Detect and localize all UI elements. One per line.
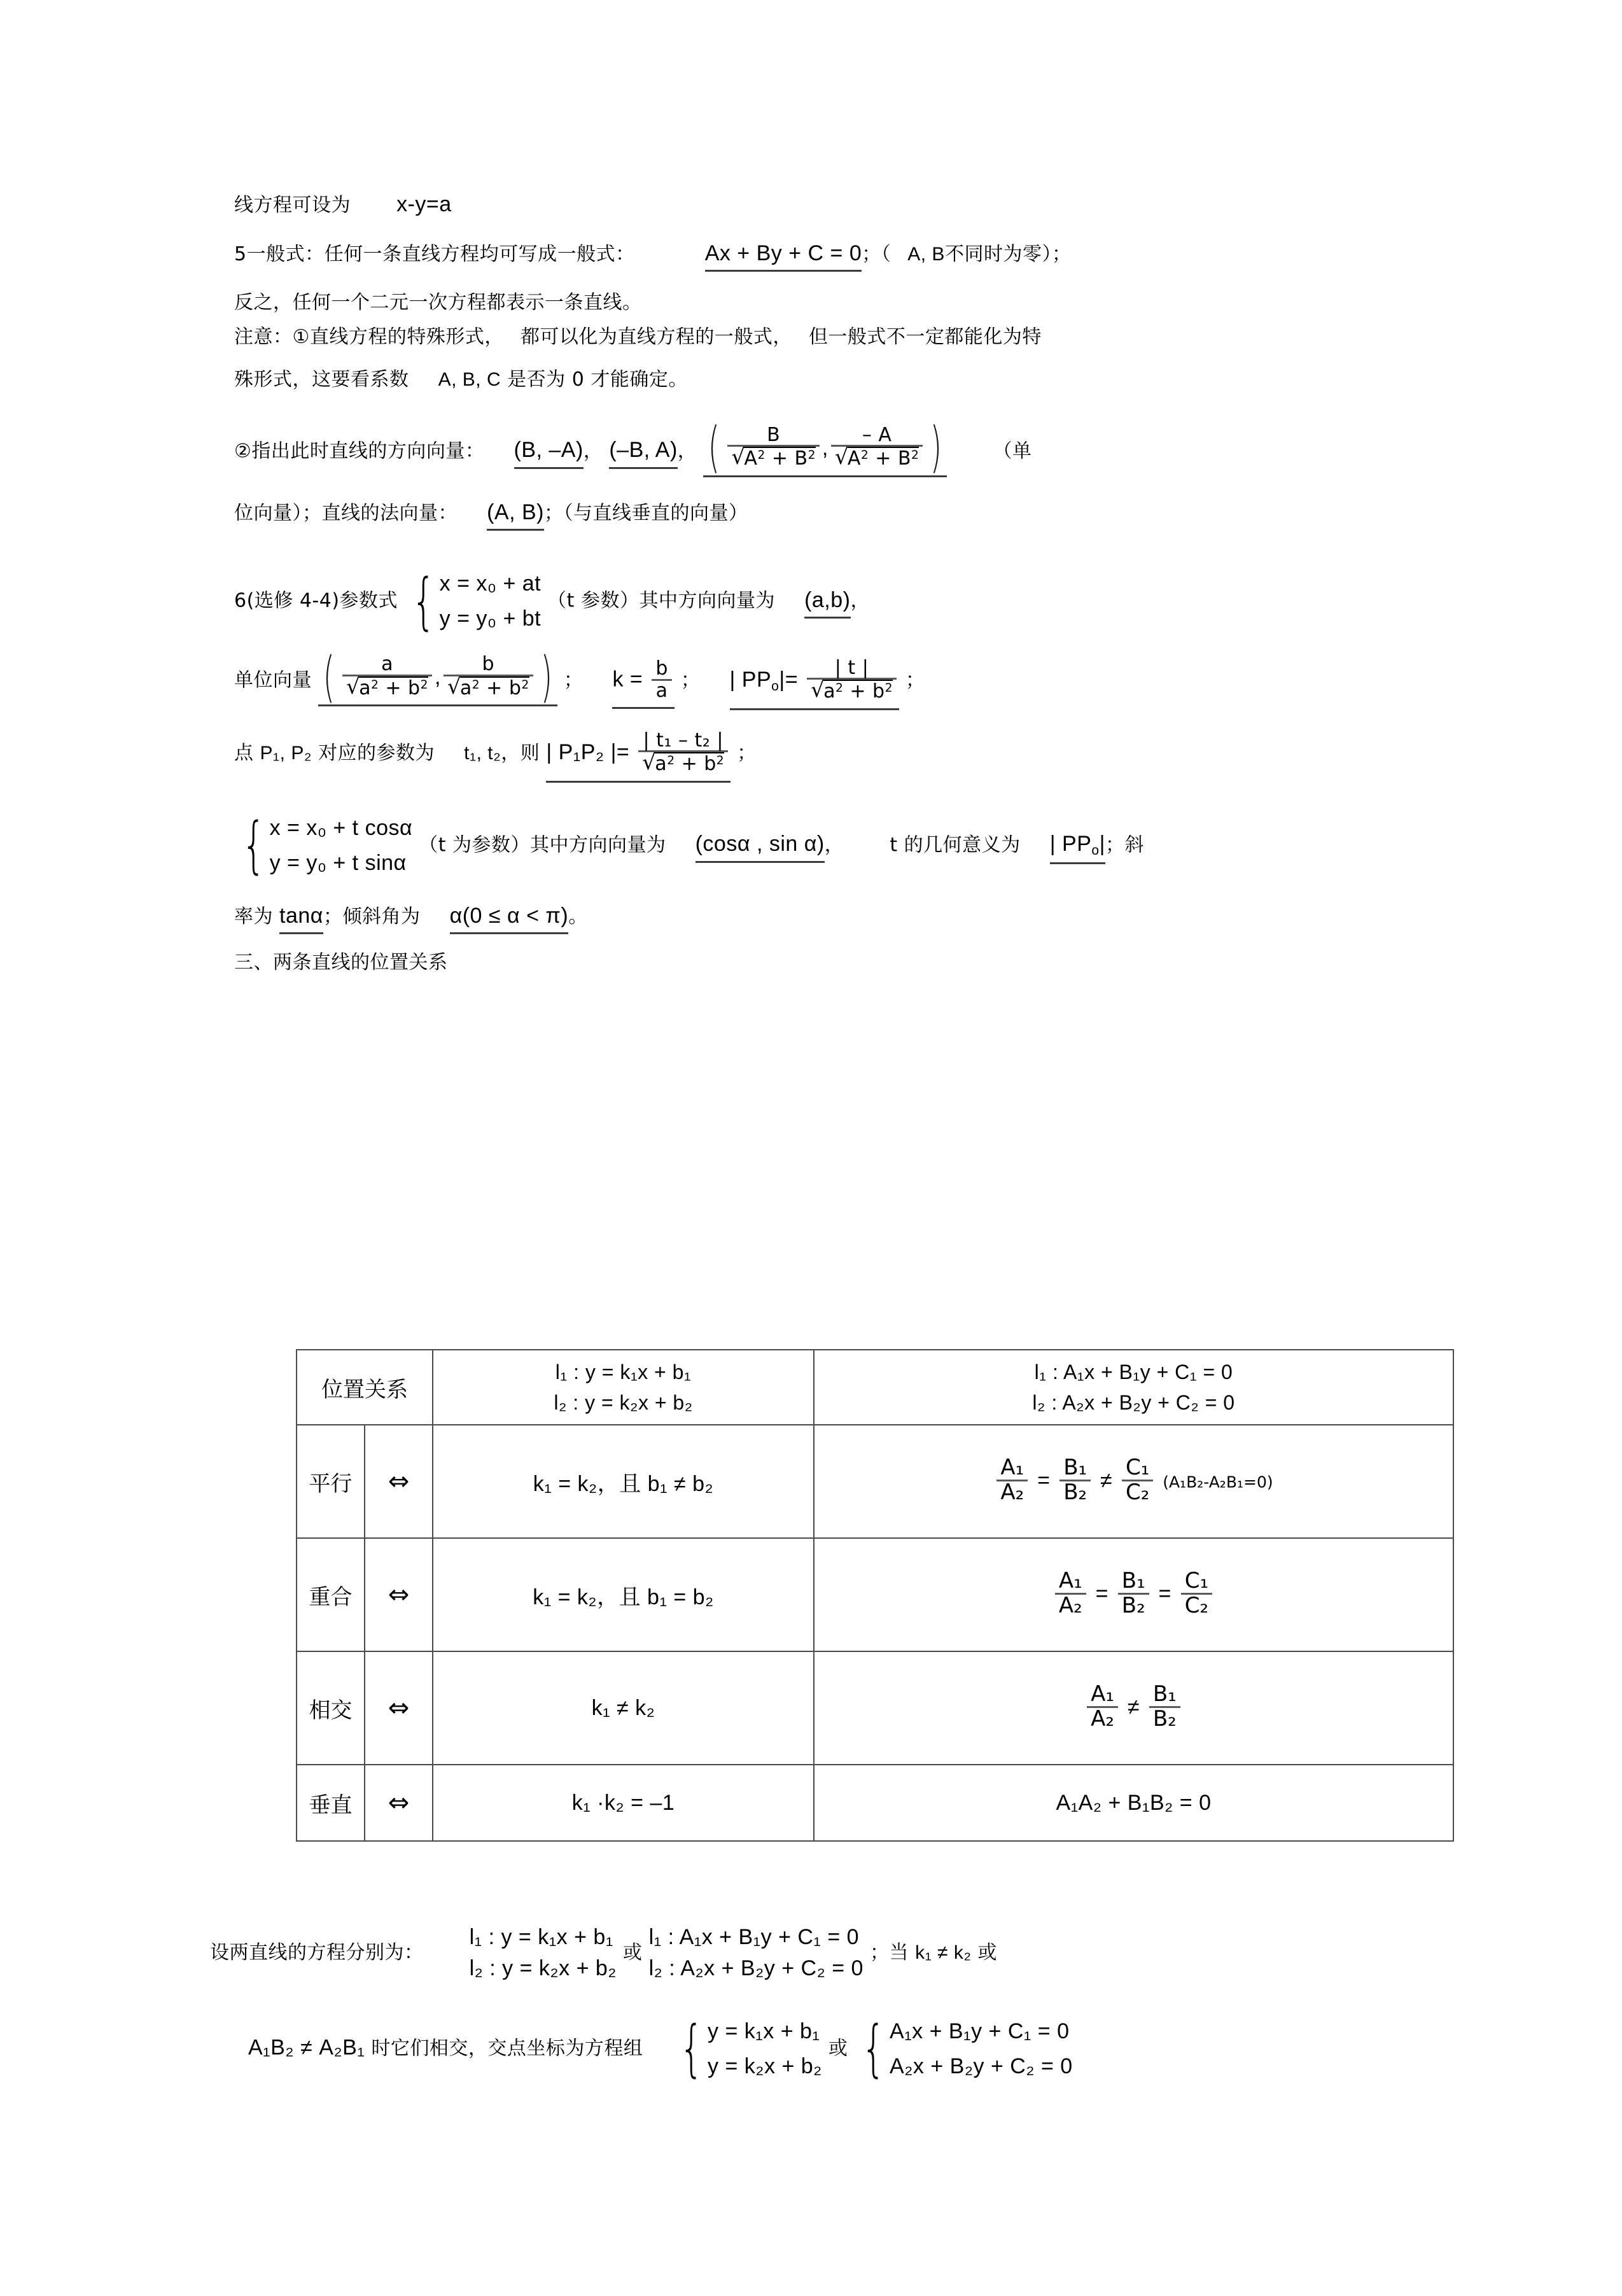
item2-unit-vector-group: [703, 416, 947, 480]
closing-final-system-1: [672, 2014, 821, 2084]
item6b-tan: tanα: [279, 902, 323, 935]
closing-fs1-l1: y = k₁x + b₁: [708, 2019, 820, 2043]
frac-b-den: B₂: [1149, 1706, 1180, 1731]
header-cell-slope-form: [433, 1350, 814, 1425]
item6-parametric: [234, 566, 1392, 636]
item2-normal-vector-line: [234, 499, 1392, 531]
closing-or-3: 或: [828, 2037, 848, 2060]
radical-icon: √ $a^2 + b^2$: [642, 752, 724, 774]
row-general-intersecting: [814, 1651, 1453, 1765]
item6b-tail: ；斜: [1105, 834, 1144, 857]
p1p2-denominator: [638, 750, 728, 774]
closing-cond-3: A₂B₁: [319, 2035, 365, 2060]
operator-2: ≠: [1100, 1468, 1113, 1493]
item6-slope-k: [612, 657, 674, 709]
brace-icon: {: [680, 2013, 704, 2085]
row-name-parallel: [297, 1425, 365, 1538]
item6-pp-numerator: | t |: [834, 656, 869, 679]
item5-converse: 反之，任何一个二元一次方程都表示一条直线。: [234, 291, 642, 314]
p1p2-params: t₁, t₂: [464, 742, 501, 764]
closing-fs2-rows: [890, 2014, 1073, 2084]
frac-a-num: A₁: [1091, 1681, 1115, 1707]
frac-a: [1055, 1567, 1086, 1618]
closing-fs2-l1: A₁x + B₁y + C₁ = 0: [890, 2019, 1070, 2043]
document-body: [234, 191, 1392, 981]
frac-b-num: B₁: [1152, 1681, 1177, 1707]
frac-b: [1118, 1567, 1149, 1618]
item2-comma-3: ,: [821, 435, 828, 460]
row-name-coincident: [297, 1538, 365, 1651]
item2-vector-1: (B, –A): [514, 437, 584, 469]
paren-right: ): [540, 645, 553, 710]
radical-icon: √ $A^2 + B^2$: [731, 447, 816, 469]
paren-right: ): [930, 416, 942, 480]
note-item1e: 是否为 0 才能确定。: [507, 368, 688, 391]
p1p2-text-b: 对应的参数为: [318, 741, 435, 764]
header-general-line2: l₂ : A₂x + B₂y + C₂ = 0: [1032, 1391, 1235, 1414]
closing-line-1: [210, 1922, 1419, 1985]
row-name-perpendicular: [297, 1765, 365, 1841]
frac-b-num: B₁: [1063, 1454, 1087, 1480]
relation-label: 垂直: [309, 1792, 353, 1818]
closing-fs2-l2: A₂x + B₂y + C₂ = 0: [890, 2054, 1073, 2078]
item6-pp-denominator: [807, 678, 897, 702]
item2-frac-2-denominator: [831, 445, 923, 469]
slope-condition: k₁ = k₂，且 b₁ = b₂: [533, 1585, 714, 1609]
row-slope-parallel: [433, 1425, 814, 1538]
item5-formula: Ax + By + C = 0: [705, 240, 862, 272]
item6b-system-rows: [270, 811, 413, 881]
closing-cond-2: A₁B₂: [248, 2035, 295, 2060]
header-cell-relation: [297, 1350, 433, 1425]
item6-unit-frac-2-numerator: b: [482, 653, 495, 676]
iff-arrow-icon: ⇔: [388, 1580, 410, 1609]
closing-system-2: [649, 1922, 863, 1985]
note-line-1: [234, 325, 1392, 349]
item6-system: [404, 566, 541, 636]
item6-unit-frac-2-denominator: [444, 675, 533, 699]
row-general-coincident: [814, 1538, 1453, 1651]
radical-icon: √ $a^2 + b^2$: [447, 676, 529, 699]
relation-label: 相交: [309, 1697, 353, 1723]
frac-b-den: B₂: [1118, 1593, 1149, 1618]
paren-left: (: [708, 416, 720, 480]
row-slope-coincident: [433, 1538, 814, 1651]
table-row: [297, 1765, 1453, 1841]
item6b-line2-a: 率为: [234, 905, 273, 928]
item2-vector-2: (–B, A): [609, 437, 677, 469]
item6-unit-frac-2: [444, 654, 533, 698]
item6b-t-meaning: t 的几何意义为: [890, 834, 1021, 857]
header-relation-label: 位置关系: [321, 1376, 408, 1403]
brace-icon: {: [241, 809, 266, 881]
frac-c-num: C₁: [1184, 1567, 1209, 1593]
position-relationship-table: [296, 1349, 1454, 1842]
row-arrow-coincident: [365, 1538, 433, 1651]
parallel-annotation: (A₁B₂-A₂B₁=0): [1163, 1473, 1273, 1492]
item6-k-denominator: a: [652, 679, 672, 701]
header-general-line1: l₁ : A₁x + B₁y + C₁ = 0: [1034, 1361, 1233, 1383]
row-arrow-perpendicular: [365, 1765, 433, 1841]
note-line-2: [234, 368, 1392, 392]
item5-general-form: [234, 240, 1392, 272]
note-item1b: 都可以化为直线方程的一般式，: [520, 325, 792, 348]
item5-label: 5: [234, 242, 247, 265]
row-slope-perpendicular: [433, 1765, 814, 1841]
item6-mid: （t 参数）其中方向向量为: [547, 589, 775, 612]
item6-system-rows: [440, 566, 541, 636]
operator-2: =: [1158, 1581, 1171, 1606]
line-equation-intro: [234, 191, 1392, 218]
frac-b: [1149, 1683, 1180, 1730]
item6-unit-vector-row: [234, 645, 1392, 710]
item6b-trig-parametric: [234, 811, 1392, 881]
p1p2-semicolon: ；: [737, 741, 757, 764]
row-arrow-parallel: [365, 1425, 433, 1538]
item2-line2-a: 位向量）；直线的法向量：: [234, 501, 458, 524]
item2-frac-2: [831, 425, 923, 469]
item2-lead: ②指出此时直线的方向向量：: [234, 440, 485, 462]
item6-direction-vector: (a,b): [804, 587, 850, 619]
frac-b-den: B₂: [1059, 1480, 1091, 1504]
item6b-line2-b: ；倾斜角为: [323, 905, 421, 928]
item6-pp-distance: [729, 656, 899, 710]
slope-condition: k₁ = k₂，且 b₁ ≠ b₂: [533, 1471, 714, 1496]
iff-arrow-icon: ⇔: [388, 1693, 410, 1723]
brace-icon: {: [862, 2013, 886, 2085]
closing-system-1: [470, 1922, 617, 1985]
item5-text-c: 不同时为零）；: [944, 242, 1072, 265]
row-general-parallel: [814, 1425, 1453, 1538]
closing-sys1-l1: l₁ : y = k₁x + b₁: [469, 1925, 613, 1949]
item6-unit-vector-group: [318, 645, 557, 710]
table-header-row: [297, 1350, 1453, 1425]
item6-semicolon-2: ；: [680, 669, 701, 692]
row-general-perpendicular: [814, 1765, 1453, 1841]
item6-semicolon-3: ；: [905, 669, 925, 692]
item6-unit-comma: ,: [434, 665, 441, 690]
item5-condition: A, B: [907, 243, 945, 265]
item6-p1p2-row: [234, 729, 1392, 783]
item6-k-frac: [652, 659, 672, 701]
item6-unit-frac-1: [342, 654, 432, 698]
note-item1d: 殊形式，这要看系数: [234, 368, 409, 391]
note-item1a: ①直线方程的特殊形式，: [292, 325, 504, 348]
item5-text-b: ；（: [862, 242, 891, 265]
relation-label: 重合: [309, 1584, 353, 1610]
frac-a-num: A₁: [1000, 1454, 1024, 1480]
row-name-intersecting: [297, 1651, 365, 1765]
frac-a: [996, 1454, 1028, 1505]
item6b-system: [234, 811, 412, 881]
item6-k-numerator: b: [655, 657, 668, 680]
p1p2-points: P₁, P₂: [260, 742, 312, 764]
frac-c-den: C₂: [1181, 1593, 1212, 1618]
closing-line-2: [248, 2014, 1419, 2084]
note-item1c: 但一般式不一定都能化为特: [808, 325, 1042, 348]
frac-a-den: A₂: [1087, 1706, 1118, 1731]
operator-1: =: [1095, 1581, 1108, 1606]
closing-or-1: 或: [623, 1941, 643, 1964]
header-slope-line2: l₂ : y = k₂x + b₂: [554, 1391, 693, 1414]
line-equation-intro-cjk: 线方程可设为: [234, 194, 351, 216]
item6b-mid: （t 为参数）其中方向向量为: [419, 834, 666, 857]
relation-label: 平行: [309, 1471, 353, 1497]
item2-frac-1: [727, 425, 820, 469]
p1p2-numerator: | t₁ – t₂ |: [643, 729, 724, 752]
frac-a-den: A₂: [996, 1480, 1028, 1504]
header-cell-general-form: [814, 1350, 1453, 1425]
item2-frac-2-numerator: – A: [862, 423, 892, 446]
item6-eq-2: y = y₀ + bt: [439, 606, 542, 631]
item6b-alpha-range: α(0 ≤ α < π): [450, 902, 569, 935]
item6-comma: ，: [850, 589, 870, 612]
item2-comma-2: ，: [677, 440, 697, 462]
p1p2-distance: [546, 729, 731, 783]
closing-sys2-l2: l₂ : A₂x + B₂y + C₂ = 0: [648, 1956, 863, 1981]
closing-sys2-l1: l₁ : A₁x + B₁y + C₁ = 0: [648, 1925, 860, 1949]
radical-icon: √ $a^2 + b^2$: [346, 676, 428, 699]
frac-a-num: A₁: [1058, 1567, 1082, 1593]
frac-b: [1059, 1454, 1091, 1505]
item6-eq-1: x = x₀ + at: [439, 571, 542, 596]
p1p2-label: | P₁P₂ |=: [546, 739, 630, 764]
note-prefix: 注意：: [234, 325, 293, 348]
row-slope-intersecting: [433, 1651, 814, 1765]
closing-paragraph: [210, 1922, 1419, 2101]
item5-text-a: 一般式：任何一条直线方程均可写成一般式：: [246, 242, 635, 265]
p1p2-text-a: 点: [234, 741, 254, 764]
item2-tail: （单: [993, 440, 1032, 462]
item6b-eq-1: x = x₀ + t cosα: [269, 815, 413, 840]
item2-frac-1-denominator: [727, 445, 820, 469]
closing-sys1-l2: l₂ : y = k₂x + b₂: [469, 1956, 617, 1981]
item6b-comma: ，: [824, 834, 844, 857]
position-relationship-table-wrap: [296, 1349, 1454, 1842]
closing-when: ；当: [870, 1941, 909, 1964]
item2-frac-1-numerator: B: [767, 423, 781, 446]
closing-ne-op: ≠: [300, 2035, 313, 2060]
item6-label: 6(选修 4-4)参数式: [234, 589, 398, 612]
item2-direction-vectors: [234, 416, 1392, 480]
frac-c: [1122, 1454, 1153, 1505]
slope-condition: k₁ ≠ k₂: [591, 1696, 655, 1720]
brace-icon: {: [411, 565, 436, 637]
radical-icon: √ $A^2 + B^2$: [835, 447, 919, 469]
item6b-line2-c: 。: [568, 905, 588, 928]
item6-pp-label: | $PP_o|=$: [729, 667, 799, 694]
item2-normal-vector: (A, B): [487, 499, 544, 531]
table-row: [297, 1425, 1453, 1538]
radical-icon: √ $a^2 + b^2$: [811, 680, 893, 702]
item6-unit-frac-1-denominator: [342, 675, 432, 699]
item6-semicolon-1: ；: [563, 669, 584, 692]
item6b-slope-line: [234, 902, 1392, 935]
table-row: [297, 1651, 1453, 1765]
frac-b-num: B₁: [1121, 1567, 1145, 1593]
operator-1: =: [1037, 1468, 1051, 1493]
closing-cond-1: k₁ ≠ k₂: [915, 1942, 972, 1963]
frac-c: [1181, 1567, 1212, 1618]
line-equation-intro-eq: x-y=a: [396, 192, 452, 216]
closing-or-2: 或: [977, 1941, 998, 1964]
item2-line2-b: ；（与直线垂直的向量）: [544, 501, 748, 524]
frac-c-num: C₁: [1126, 1454, 1150, 1480]
frac-a: [1087, 1683, 1118, 1730]
slope-condition: k₁ ·k₂ = –1: [571, 1791, 675, 1815]
paren-left: (: [323, 645, 335, 710]
row-arrow-intersecting: [365, 1651, 433, 1765]
item6b-eq-2: y = y₀ + t sinα: [269, 850, 407, 875]
closing-lead: 设两直线的方程分别为：: [210, 1941, 424, 1964]
item6-pp-frac: [807, 658, 897, 702]
p1p2-text-c: ，则: [501, 741, 540, 764]
note-coeffs: A, B, C: [438, 369, 501, 390]
p1p2-frac: [638, 731, 728, 774]
item6-unit-frac-1-numerator: a: [381, 653, 393, 676]
table-row: [297, 1538, 1453, 1651]
operator-1: ≠: [1127, 1695, 1140, 1719]
item2-comma-1: ，: [583, 440, 603, 462]
closing-fs1-rows: [708, 2014, 822, 2084]
item6b-direction-vector: (cosα , sin α): [696, 830, 825, 863]
iff-arrow-icon: ⇔: [388, 1467, 410, 1496]
section3-title: 三、两条直线的位置关系: [234, 951, 448, 974]
item6-unit-label: 单位向量: [234, 669, 312, 692]
iff-arrow-icon: ⇔: [388, 1788, 410, 1817]
closing-final-system-2: [854, 2014, 1072, 2084]
item6b-ppo: | $PP_o|$: [1050, 830, 1105, 864]
frac-c-den: C₂: [1122, 1480, 1153, 1504]
closing-tail: 时它们相交，交点坐标为方程组: [371, 2037, 643, 2060]
frac-a-den: A₂: [1055, 1593, 1086, 1618]
general-condition: A₁A₂ + B₁B₂ = 0: [1056, 1791, 1212, 1815]
header-slope-line1: l₁ : y = k₁x + b₁: [555, 1361, 692, 1383]
item6-k-label: k =: [612, 667, 643, 692]
closing-fs1-l2: y = k₂x + b₂: [708, 2054, 822, 2078]
